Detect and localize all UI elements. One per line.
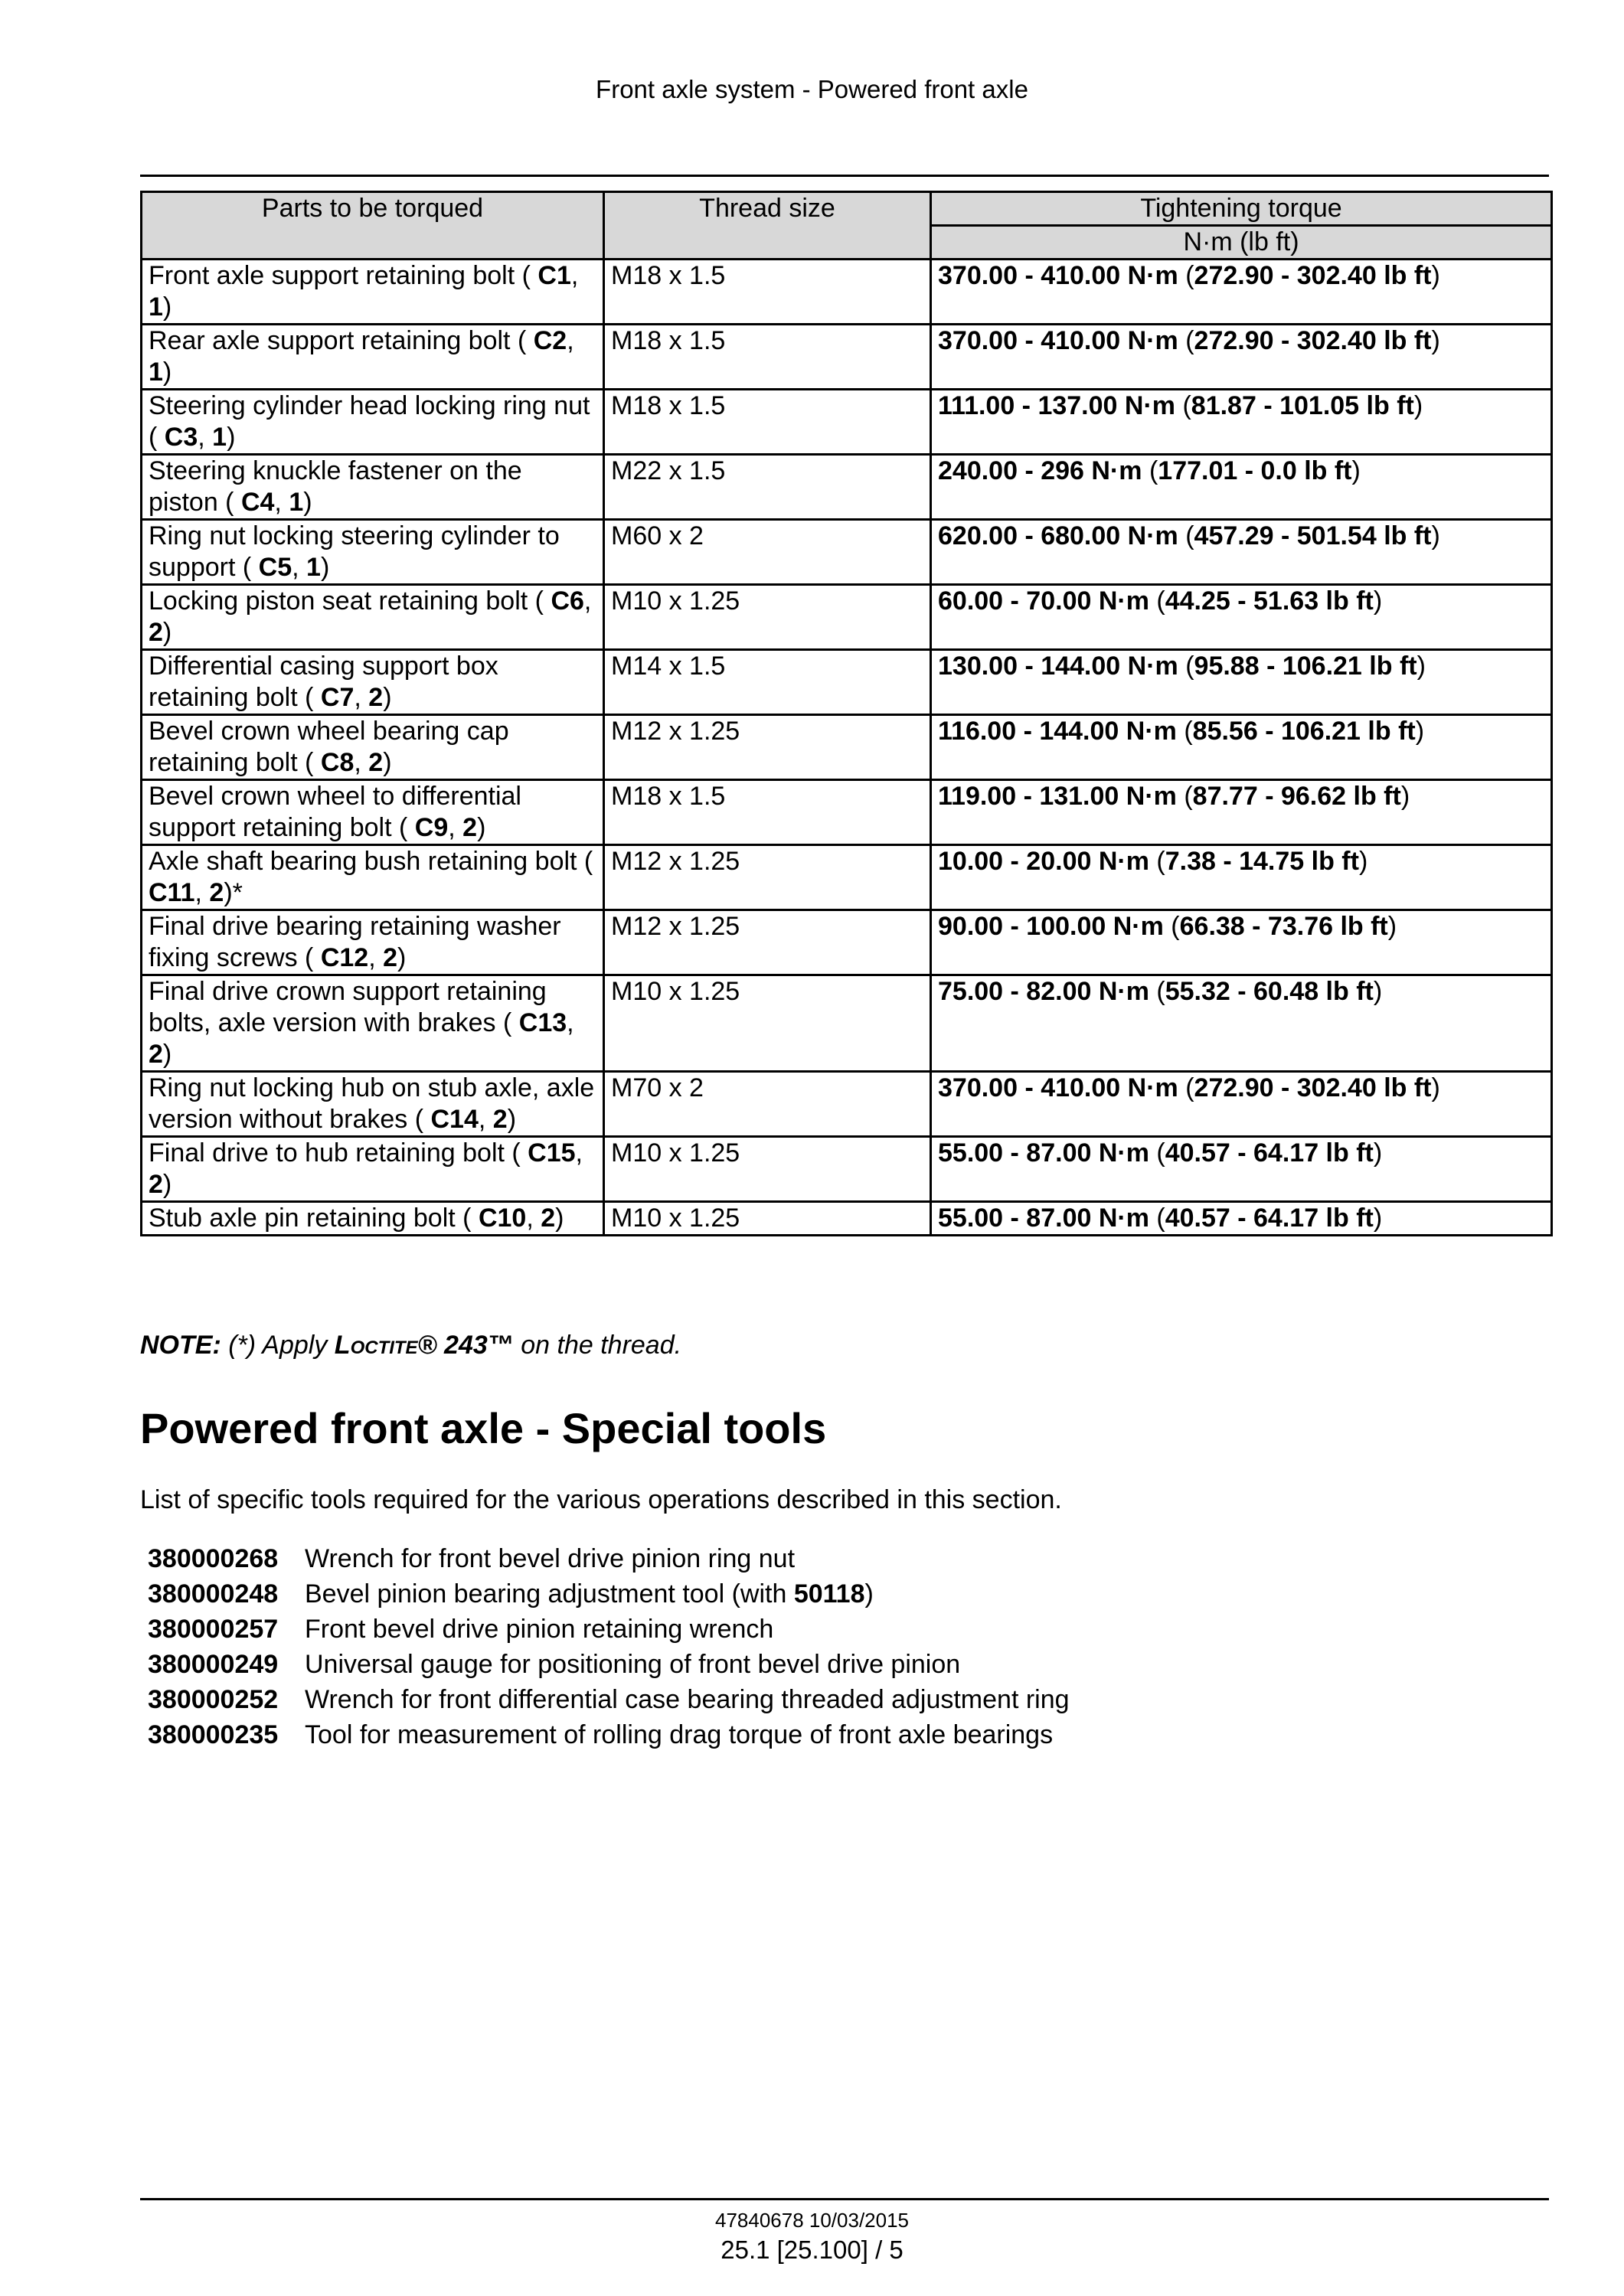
- part-cell: Steering knuckle fastener on the piston ( C4, 1): [142, 455, 604, 520]
- table-row: [142, 455, 1552, 520]
- torque-cell: 370.00 - 410.00 N·m (272.90 - 302.40 lb ft): [931, 260, 1552, 325]
- table-row: [142, 520, 1552, 585]
- torque-lbft: 40.57 - 64.17 lb ft: [1165, 1138, 1374, 1168]
- tool-desc-text: Bevel pinion bearing adjustment tool (with: [305, 1579, 794, 1609]
- tool-code: 380000252: [148, 1685, 279, 1714]
- tool-desc-text: Wrench for front differential case bearing threaded adjustment ring: [305, 1685, 1070, 1714]
- tool-row: [148, 1612, 1070, 1647]
- thread-cell: M18 x 1.5: [604, 390, 931, 455]
- torque-nm: 119.00 - 131.00 N·m: [938, 782, 1177, 811]
- tool-code: 380000268: [148, 1544, 279, 1573]
- col-header-torque-unit: N·m (lb ft): [931, 226, 1552, 260]
- torque-lbft: 7.38 - 14.75 lb ft: [1165, 847, 1359, 876]
- part-name: Ring nut locking hub on stub axle, axle version without brakes (: [149, 1073, 595, 1134]
- part-cell: Bevel crown wheel bearing cap retaining bolt ( C8, 2): [142, 715, 604, 780]
- part-name: Steering cylinder head locking ring nut (: [149, 391, 590, 452]
- torque-lbft: 81.87 - 101.05 lb ft: [1191, 391, 1414, 420]
- thread-cell: M18 x 1.5: [604, 325, 931, 390]
- note-product: ® 243™: [417, 1331, 514, 1360]
- part-name: Axle shaft bearing bush retaining bolt (: [149, 847, 593, 876]
- torque-nm: 60.00 - 70.00 N·m: [938, 586, 1149, 616]
- part-ref: C13: [518, 1008, 567, 1037]
- col-header-thread: Thread size: [604, 192, 931, 260]
- part-qty: 1: [149, 358, 163, 387]
- part-ref: C6: [551, 586, 584, 616]
- tool-desc-text: Wrench for front bevel drive pinion ring nut: [305, 1544, 796, 1573]
- tool-desc-text: Front bevel drive pinion retaining wrench: [305, 1615, 774, 1644]
- thread-cell: M60 x 2: [604, 520, 931, 585]
- part-qty: 2: [492, 1105, 508, 1134]
- torque-cell: 90.00 - 100.00 N·m (66.38 - 73.76 lb ft): [931, 910, 1552, 975]
- torque-cell: 240.00 - 296 N·m (177.01 - 0.0 lb ft): [931, 455, 1552, 520]
- tool-ref: 50118: [793, 1579, 865, 1609]
- tool-row: [148, 1576, 1070, 1612]
- tool-description: [305, 1682, 1070, 1717]
- torque-cell: 60.00 - 70.00 N·m (44.25 - 51.63 lb ft): [931, 585, 1552, 650]
- thread-cell: M18 x 1.5: [604, 260, 931, 325]
- part-ref: C1: [538, 261, 571, 290]
- part-cell: Final drive to hub retaining bolt ( C15, 2): [142, 1137, 604, 1202]
- torque-cell: 620.00 - 680.00 N·m (457.29 - 501.54 lb ft): [931, 520, 1552, 585]
- part-qty: 2: [149, 618, 163, 647]
- part-qty: 2: [383, 943, 398, 972]
- tool-code: 380000235: [148, 1720, 279, 1749]
- part-qty: 1: [149, 292, 163, 322]
- header-rule: [140, 175, 1549, 177]
- tool-description: [305, 1647, 960, 1682]
- tool-description: [305, 1612, 773, 1647]
- table-row: [142, 260, 1552, 325]
- torque-lbft: 177.01 - 0.0 lb ft: [1158, 456, 1352, 485]
- torque-lbft: 272.90 - 302.40 lb ft: [1194, 261, 1432, 290]
- thread-cell: M22 x 1.5: [604, 455, 931, 520]
- tool-desc-after: ): [864, 1579, 874, 1609]
- part-cell: Final drive crown support retaining bolts, axle version with brakes ( C13, 2): [142, 975, 604, 1072]
- part-cell: Ring nut locking steering cylinder to support ( C5, 1): [142, 520, 604, 585]
- thread-cell: M18 x 1.5: [604, 780, 931, 845]
- torque-lbft: 85.56 - 106.21 lb ft: [1192, 717, 1416, 746]
- tool-row: [148, 1541, 1070, 1576]
- torque-table: [140, 191, 1553, 1236]
- torque-nm: 116.00 - 144.00 N·m: [938, 717, 1177, 746]
- part-name: Final drive crown support retaining bolts, axle version with brakes (: [149, 977, 547, 1037]
- torque-nm: 90.00 - 100.00 N·m: [938, 912, 1164, 941]
- part-cell: Differential casing support box retaining bolt ( C7, 2): [142, 650, 604, 715]
- part-qty: 2: [149, 1170, 163, 1199]
- col-header-parts: Parts to be torqued: [142, 192, 604, 260]
- torque-lbft: 66.38 - 73.76 lb ft: [1179, 912, 1388, 941]
- torque-cell: 55.00 - 87.00 N·m (40.57 - 64.17 lb ft): [931, 1137, 1552, 1202]
- loctite-note: [140, 1331, 681, 1360]
- table-row: [142, 715, 1552, 780]
- note-brand: Loctite: [334, 1331, 418, 1360]
- torque-lbft: 40.57 - 64.17 lb ft: [1165, 1204, 1374, 1233]
- torque-cell: 116.00 - 144.00 N·m (85.56 - 106.21 lb ft): [931, 715, 1552, 780]
- part-cell: Steering cylinder head locking ring nut ( C3, 1): [142, 390, 604, 455]
- part-ref: C7: [320, 683, 355, 712]
- torque-lbft: 457.29 - 501.54 lb ft: [1194, 521, 1432, 550]
- thread-cell: M12 x 1.25: [604, 910, 931, 975]
- tool-code: 380000248: [148, 1579, 279, 1609]
- thread-cell: M10 x 1.25: [604, 975, 931, 1072]
- part-ref: C3: [164, 423, 198, 452]
- part-qty: 1: [306, 553, 321, 582]
- part-cell: Stub axle pin retaining bolt ( C10, 2): [142, 1202, 604, 1236]
- torque-cell: 111.00 - 137.00 N·m (81.87 - 101.05 lb ft): [931, 390, 1552, 455]
- thread-cell: M12 x 1.25: [604, 845, 931, 910]
- torque-lbft: 272.90 - 302.40 lb ft: [1194, 1073, 1432, 1102]
- table-row: [142, 390, 1552, 455]
- part-name: Front axle support retaining bolt (: [149, 261, 531, 290]
- torque-nm: 370.00 - 410.00 N·m: [938, 261, 1178, 290]
- table-row: [142, 845, 1552, 910]
- torque-nm: 111.00 - 137.00 N·m: [938, 391, 1176, 420]
- special-tools-list: [148, 1541, 1070, 1752]
- tool-row: [148, 1717, 1070, 1752]
- part-name: Bevel crown wheel bearing cap retaining bolt (: [149, 717, 509, 777]
- part-suffix: *: [232, 878, 243, 907]
- torque-nm: 55.00 - 87.00 N·m: [938, 1138, 1149, 1168]
- thread-cell: M70 x 2: [604, 1072, 931, 1137]
- part-qty: 2: [368, 748, 384, 777]
- tool-code: 380000249: [148, 1650, 279, 1679]
- tool-row: [148, 1682, 1070, 1717]
- running-header: Front axle system - Powered front axle: [596, 75, 1028, 103]
- part-ref: C14: [430, 1105, 479, 1134]
- thread-cell: M10 x 1.25: [604, 1137, 931, 1202]
- part-qty: 2: [462, 813, 478, 842]
- footer-rule: [140, 2198, 1549, 2200]
- part-name: Ring nut locking steering cylinder to support (: [149, 521, 560, 582]
- part-name: Steering knuckle fastener on the piston (: [149, 456, 522, 517]
- section-intro: List of specific tools required for the various operations described in this section.: [140, 1485, 1062, 1514]
- part-cell: Front axle support retaining bolt ( C1, 1): [142, 260, 604, 325]
- part-qty: 1: [289, 488, 304, 517]
- part-ref: C2: [533, 326, 567, 355]
- tool-desc-text: Universal gauge for positioning of front bevel drive pinion: [305, 1650, 961, 1679]
- tool-row: [148, 1647, 1070, 1682]
- part-qty: 2: [209, 878, 224, 907]
- part-ref: C8: [320, 748, 355, 777]
- torque-cell: 119.00 - 131.00 N·m (87.77 - 96.62 lb ft): [931, 780, 1552, 845]
- part-qty: 2: [149, 1040, 163, 1069]
- part-name: Bevel crown wheel to differential support retaining bolt (: [149, 782, 521, 842]
- part-name: Locking piston seat retaining bolt (: [149, 586, 544, 616]
- part-ref: C9: [414, 813, 449, 842]
- part-cell: Axle shaft bearing bush retaining bolt ( C11, 2)*: [142, 845, 604, 910]
- note-text-after: on the thread.: [513, 1331, 682, 1360]
- tool-description: [305, 1541, 795, 1576]
- thread-cell: M10 x 1.25: [604, 585, 931, 650]
- torque-nm: 75.00 - 82.00 N·m: [938, 977, 1149, 1006]
- part-cell: Final drive bearing retaining washer fixing screws ( C12, 2): [142, 910, 604, 975]
- torque-cell: 130.00 - 144.00 N·m (95.88 - 106.21 lb ft): [931, 650, 1552, 715]
- table-row: [142, 1137, 1552, 1202]
- torque-cell: 10.00 - 20.00 N·m (7.38 - 14.75 lb ft): [931, 845, 1552, 910]
- part-cell: Bevel crown wheel to differential support retaining bolt ( C9, 2): [142, 780, 604, 845]
- torque-nm: 130.00 - 144.00 N·m: [938, 652, 1178, 681]
- torque-cell: 55.00 - 87.00 N·m (40.57 - 64.17 lb ft): [931, 1202, 1552, 1236]
- torque-nm: 55.00 - 87.00 N·m: [938, 1204, 1149, 1233]
- part-ref: C11: [149, 878, 195, 907]
- torque-nm: 620.00 - 680.00 N·m: [938, 521, 1178, 550]
- col-header-torque: Tightening torque: [931, 192, 1552, 226]
- part-name: Final drive bearing retaining washer fixing screws (: [149, 912, 561, 972]
- part-cell: Locking piston seat retaining bolt ( C6, 2): [142, 585, 604, 650]
- part-qty: 2: [368, 683, 384, 712]
- part-ref: C4: [240, 488, 275, 517]
- table-row: [142, 910, 1552, 975]
- torque-lbft: 44.25 - 51.63 lb ft: [1165, 586, 1374, 616]
- part-ref: C5: [258, 553, 292, 582]
- torque-lbft: 87.77 - 96.62 lb ft: [1192, 782, 1401, 811]
- torque-nm: 240.00 - 296 N·m: [938, 456, 1142, 485]
- footer-page-ref: 25.1 [25.100] / 5: [721, 2236, 903, 2264]
- table-row: [142, 585, 1552, 650]
- footer-doc-ref: 47840678 10/03/2015: [714, 2209, 910, 2232]
- table-row: [142, 650, 1552, 715]
- torque-nm: 10.00 - 20.00 N·m: [938, 847, 1149, 876]
- tool-description: [305, 1717, 1053, 1752]
- tool-code: 380000257: [148, 1615, 279, 1644]
- part-cell: Rear axle support retaining bolt ( C2, 1): [142, 325, 604, 390]
- torque-nm: 370.00 - 410.00 N·m: [938, 1073, 1178, 1102]
- part-ref: C15: [528, 1138, 576, 1168]
- torque-cell: 370.00 - 410.00 N·m (272.90 - 302.40 lb ft): [931, 325, 1552, 390]
- part-name: Rear axle support retaining bolt (: [149, 326, 527, 355]
- tool-description: [305, 1576, 874, 1612]
- thread-cell: M14 x 1.5: [604, 650, 931, 715]
- table-row: [142, 1072, 1552, 1137]
- torque-lbft: 95.88 - 106.21 lb ft: [1194, 652, 1417, 681]
- tool-desc-text: Tool for measurement of rolling drag torque of front axle bearings: [305, 1720, 1054, 1749]
- part-ref: C12: [320, 943, 369, 972]
- torque-cell: 370.00 - 410.00 N·m (272.90 - 302.40 lb ft): [931, 1072, 1552, 1137]
- part-qty: 2: [541, 1204, 556, 1233]
- torque-lbft: 272.90 - 302.40 lb ft: [1194, 326, 1432, 355]
- table-row: [142, 325, 1552, 390]
- torque-cell: 75.00 - 82.00 N·m (55.32 - 60.48 lb ft): [931, 975, 1552, 1072]
- torque-nm: 370.00 - 410.00 N·m: [938, 326, 1178, 355]
- part-cell: Ring nut locking hub on stub axle, axle version without brakes ( C14, 2): [142, 1072, 604, 1137]
- thread-cell: M10 x 1.25: [604, 1202, 931, 1236]
- table-row: [142, 975, 1552, 1072]
- torque-lbft: 55.32 - 60.48 lb ft: [1165, 977, 1374, 1006]
- part-ref: C10: [478, 1204, 527, 1233]
- part-name: Differential casing support box retaining bolt (: [149, 652, 498, 712]
- part-name: Final drive to hub retaining bolt (: [149, 1138, 521, 1168]
- torque-table-body: [142, 260, 1552, 1236]
- part-qty: 1: [212, 423, 227, 452]
- table-row: [142, 780, 1552, 845]
- thread-cell: M12 x 1.25: [604, 715, 931, 780]
- table-row: [142, 1202, 1552, 1236]
- section-title: Powered front axle - Special tools: [140, 1404, 827, 1452]
- note-text-before: (*) Apply: [221, 1331, 335, 1360]
- part-name: Stub axle pin retaining bolt (: [149, 1204, 472, 1233]
- note-label: NOTE:: [140, 1331, 221, 1360]
